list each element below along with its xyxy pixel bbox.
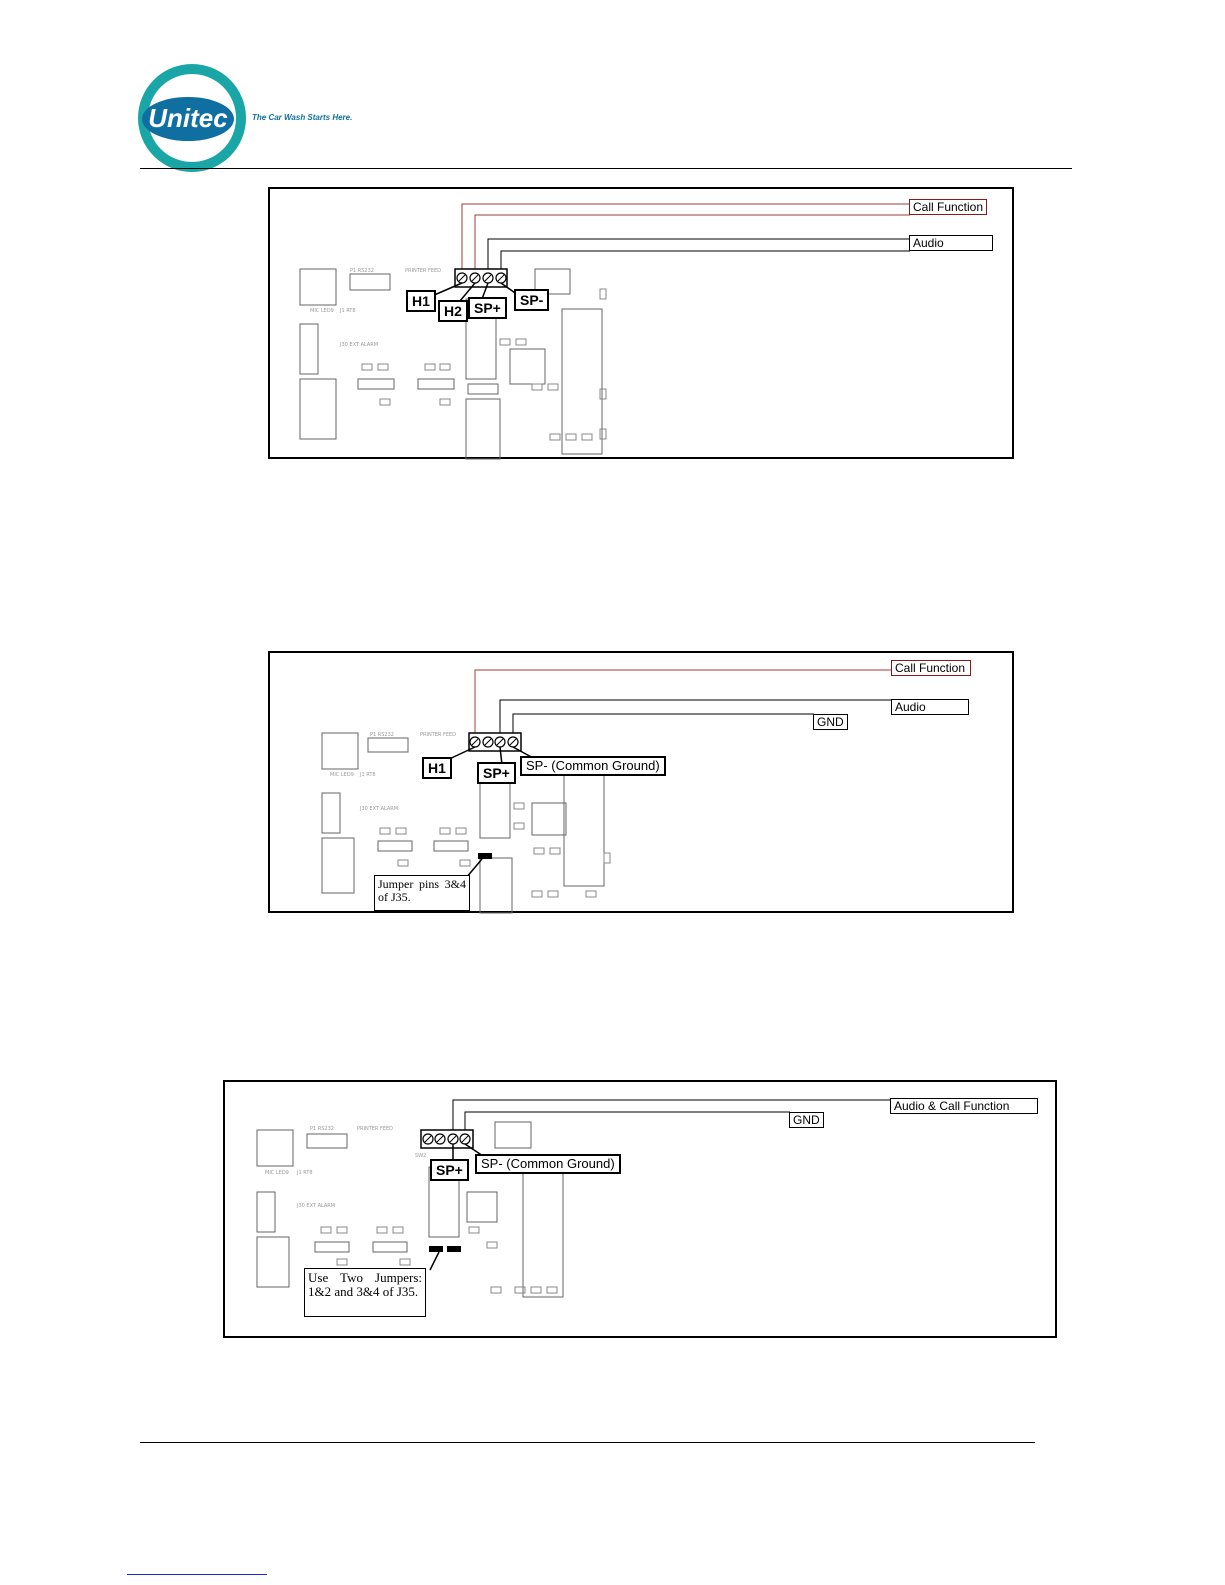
svg-text:J30 EXT ALARM: J30 EXT ALARM xyxy=(340,342,379,348)
pin-sp-minus-common-ground-label: SP- (Common Ground) xyxy=(520,756,666,776)
pin-h2-label: H2 xyxy=(438,300,468,322)
jumper-note: Use Two Jumpers: 1&2 and 3&4 of J35. xyxy=(304,1268,426,1317)
pin-sp-plus-label: SP+ xyxy=(468,297,507,319)
wiring-figure-3 xyxy=(223,1080,1057,1338)
pin-sp-minus-common-ground-label: SP- (Common Ground) xyxy=(475,1154,621,1174)
page-header xyxy=(0,0,1225,175)
audio-label: Audio xyxy=(909,235,993,251)
wiring-figure-1 xyxy=(268,187,1014,459)
gnd-label: GND xyxy=(813,714,848,730)
svg-text:J1 RT8: J1 RT8 xyxy=(297,1170,313,1176)
svg-text:PRINTER FEED: PRINTER FEED xyxy=(420,732,457,738)
pin-sp-minus-label: SP- xyxy=(514,289,549,311)
svg-text:J1 RT8: J1 RT8 xyxy=(340,308,356,314)
footer-rule xyxy=(140,1442,1035,1443)
svg-text:J1 RT8: J1 RT8 xyxy=(360,772,376,778)
wiring-figure-2 xyxy=(268,651,1014,913)
svg-text:P1 RS232: P1 RS232 xyxy=(350,268,374,274)
pin-sp-plus-label: SP+ xyxy=(477,762,516,784)
svg-text:J30 EXT ALARM: J30 EXT ALARM xyxy=(297,1203,336,1209)
pin-sp-plus-label: SP+ xyxy=(430,1159,469,1181)
pin-h1-label: H1 xyxy=(406,290,436,312)
svg-text:P1 RS232: P1 RS232 xyxy=(310,1126,334,1132)
logo-tagline: The Car Wash Starts Here. xyxy=(252,113,353,122)
logo-wordmark: Unitec xyxy=(148,103,228,133)
pin-h1-label: H1 xyxy=(422,757,452,779)
header-rule xyxy=(140,168,1072,169)
audio-and-call-function-label: Audio & Call Function xyxy=(890,1098,1038,1114)
svg-text:PRINTER FEED: PRINTER FEED xyxy=(357,1126,394,1132)
call-function-label: Call Function xyxy=(909,199,987,215)
jumper-note: Jumper pins 3&4 of J35. xyxy=(374,875,470,911)
svg-text:MIC LED9: MIC LED9 xyxy=(265,1170,289,1176)
footer-link-underline[interactable] xyxy=(127,1574,267,1575)
svg-text:J30 EXT ALARM: J30 EXT ALARM xyxy=(360,806,399,812)
svg-text:MIC LED9: MIC LED9 xyxy=(330,772,354,778)
svg-text:SW2: SW2 xyxy=(415,1153,427,1159)
svg-text:PRINTER FEED: PRINTER FEED xyxy=(405,268,442,274)
svg-text:P1 RS232: P1 RS232 xyxy=(370,732,394,738)
gnd-label: GND xyxy=(789,1112,824,1128)
svg-text:MIC LED9: MIC LED9 xyxy=(310,308,334,314)
call-function-label: Call Function xyxy=(891,660,971,676)
circuit-board-diagram xyxy=(270,189,1016,461)
audio-label: Audio xyxy=(891,699,969,715)
